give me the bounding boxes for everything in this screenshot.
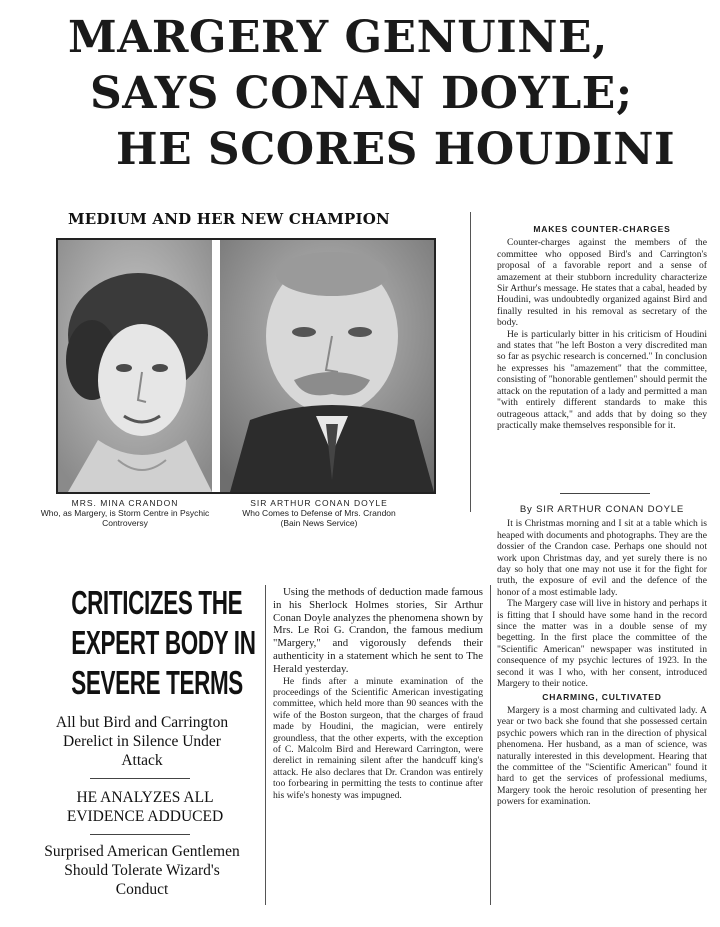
caption-left (30, 498, 220, 528)
section-title-charming: CHARMING, CULTIVATED (542, 691, 662, 702)
middle-column (273, 586, 483, 801)
caption-right-text: Who Comes to Defense of Mrs. Crandon (242, 508, 396, 518)
headline-line-3: HE SCORES HOUDINI (116, 124, 676, 175)
column-rule (490, 585, 491, 905)
caption-right (224, 498, 414, 528)
second-head-line-2: EXPERT BODY IN (71, 624, 256, 661)
byline-divider (560, 493, 650, 494)
right-paragraph-4: The Margery case will live in history and perhaps it is fitting that I should have some hand in the record since the matter was in a double sense of my begetting. In the first place the committee of the "Scientific American" newspaper was instituted in consequence of my psychic lectures of 1923. In the second it was I who, with her consent, introduced Margery to their notice. (497, 598, 707, 690)
caption-right-credit: (Bain News Service) (280, 518, 358, 528)
deck-2: HE ANALYZES ALL EVIDENCE ADDUCED (66, 789, 224, 825)
photo-panel (56, 238, 436, 494)
right-column-bottom (497, 502, 707, 808)
byline: By SIR ARTHUR CONAN DOYLE (519, 504, 685, 515)
deck-divider (90, 834, 190, 835)
column-rule (265, 585, 266, 905)
middle-paragraph-2: He finds after a minute examination of the proceedings of the Scientific American investigating committee, which held more than 90 seances with the wife of the Boston surgeon, that the charges of fraud made by Houdini, the magician, were entirely groundless, that the other experts, with the exception of C. Malcolm Bird and Hereward Carrington, were derelict in remaining silent after the handcuff king's attack. He also declares that Dr. Crandon was entirely too forbearing in permitting the tests to continue after his wife's honesty was impugned. (273, 675, 483, 801)
caption-right-name: SIR ARTHUR CONAN DOYLE (250, 498, 388, 508)
deck-divider (90, 778, 190, 779)
second-head-line-1: CRITICIZES THE (71, 584, 243, 621)
photo-conan-doyle (220, 240, 434, 492)
headline-line-2: SAYS CONAN DOYLE; (90, 68, 633, 119)
portrait-man (220, 240, 434, 492)
deck-3: Surprised American Gentlemen Should Tolerate Wizard's Conduct (44, 843, 240, 898)
photo-subhead: MEDIUM AND HER NEW CHAMPION (68, 210, 390, 228)
lead-paragraph-wrap (273, 586, 483, 676)
right-paragraph-2: He is particularly bitter in his criticism of Houdini and states that "he left Boston a very discredited man so far as psychic research is concerned." In conclusion he expresses his "amazement" that the committee, consisting of "honorable gentlemen" should permit the attack on the reputation of a lady and permitted a man "with entirely different standards to make this outrageous attack," and adds that by doing so they practically make themselves responsible for it. (497, 328, 707, 431)
section-title-counter-charges: MAKES COUNTER-CHARGES (533, 224, 671, 234)
headline-line-1: MARGERY GENUINE, (68, 12, 608, 63)
portrait-woman (58, 240, 212, 492)
right-paragraph-5: Margery is a most charming and cultivated lady. A year or two back she found that she possessed certain psychic powers which ran in the direction of physical phenomena. Her husband, as a man of science, was naturally interested in this development. Hearing that the committee of the "Scientific American" found it hard to get the services of professional mediums, Margery took the heroic resolution of presenting her powers for examination. (497, 704, 707, 808)
right-paragraph-3: It is Christmas morning and I sit at a table which is heaped with documents and photographs. They are the dossier of the Crandon case. Perhaps one should not work upon Christmas day, and yet surely there is no day so holy that one may not use it for the fight for truth, the exposure of evil and the defence of the honor of a most estimable lady. (497, 518, 707, 598)
second-head-line-3: SEVERE TERMS (71, 664, 243, 701)
caption-left-name: MRS. MINA CRANDON (71, 498, 179, 508)
right-paragraph-1: Counter-charges against the members of the committee who opposed Bird's and Carrington's proposal of a favorable report and a sense of amazement at their stubborn incredulity characterize Sir Arthur's message. He states that a cabal, headed by Houdini, was undoubtedly organized against Bird and finally resulted in his removal as secretary of the body. (497, 237, 707, 329)
deck-1: All but Bird and Carrington Derelict in Silence Under Attack (55, 714, 229, 769)
lead-paragraph: Using the methods of deduction made famous in his Sherlock Holmes stories, Sir Arthur Conan Doyle analyzes the phenomena shown by Mrs. Le Roi G. Crandon, the famous medium "Margery," and vigorously defends their authenticity in a statement which he sent to The Herald yesterday. (273, 586, 483, 675)
right-column-top (497, 222, 707, 431)
caption-left-text: Who, as Margery, is Storm Centre in Psychic Controversy (40, 508, 210, 528)
column-rule (470, 212, 471, 512)
photo-mina-crandon (58, 240, 220, 492)
